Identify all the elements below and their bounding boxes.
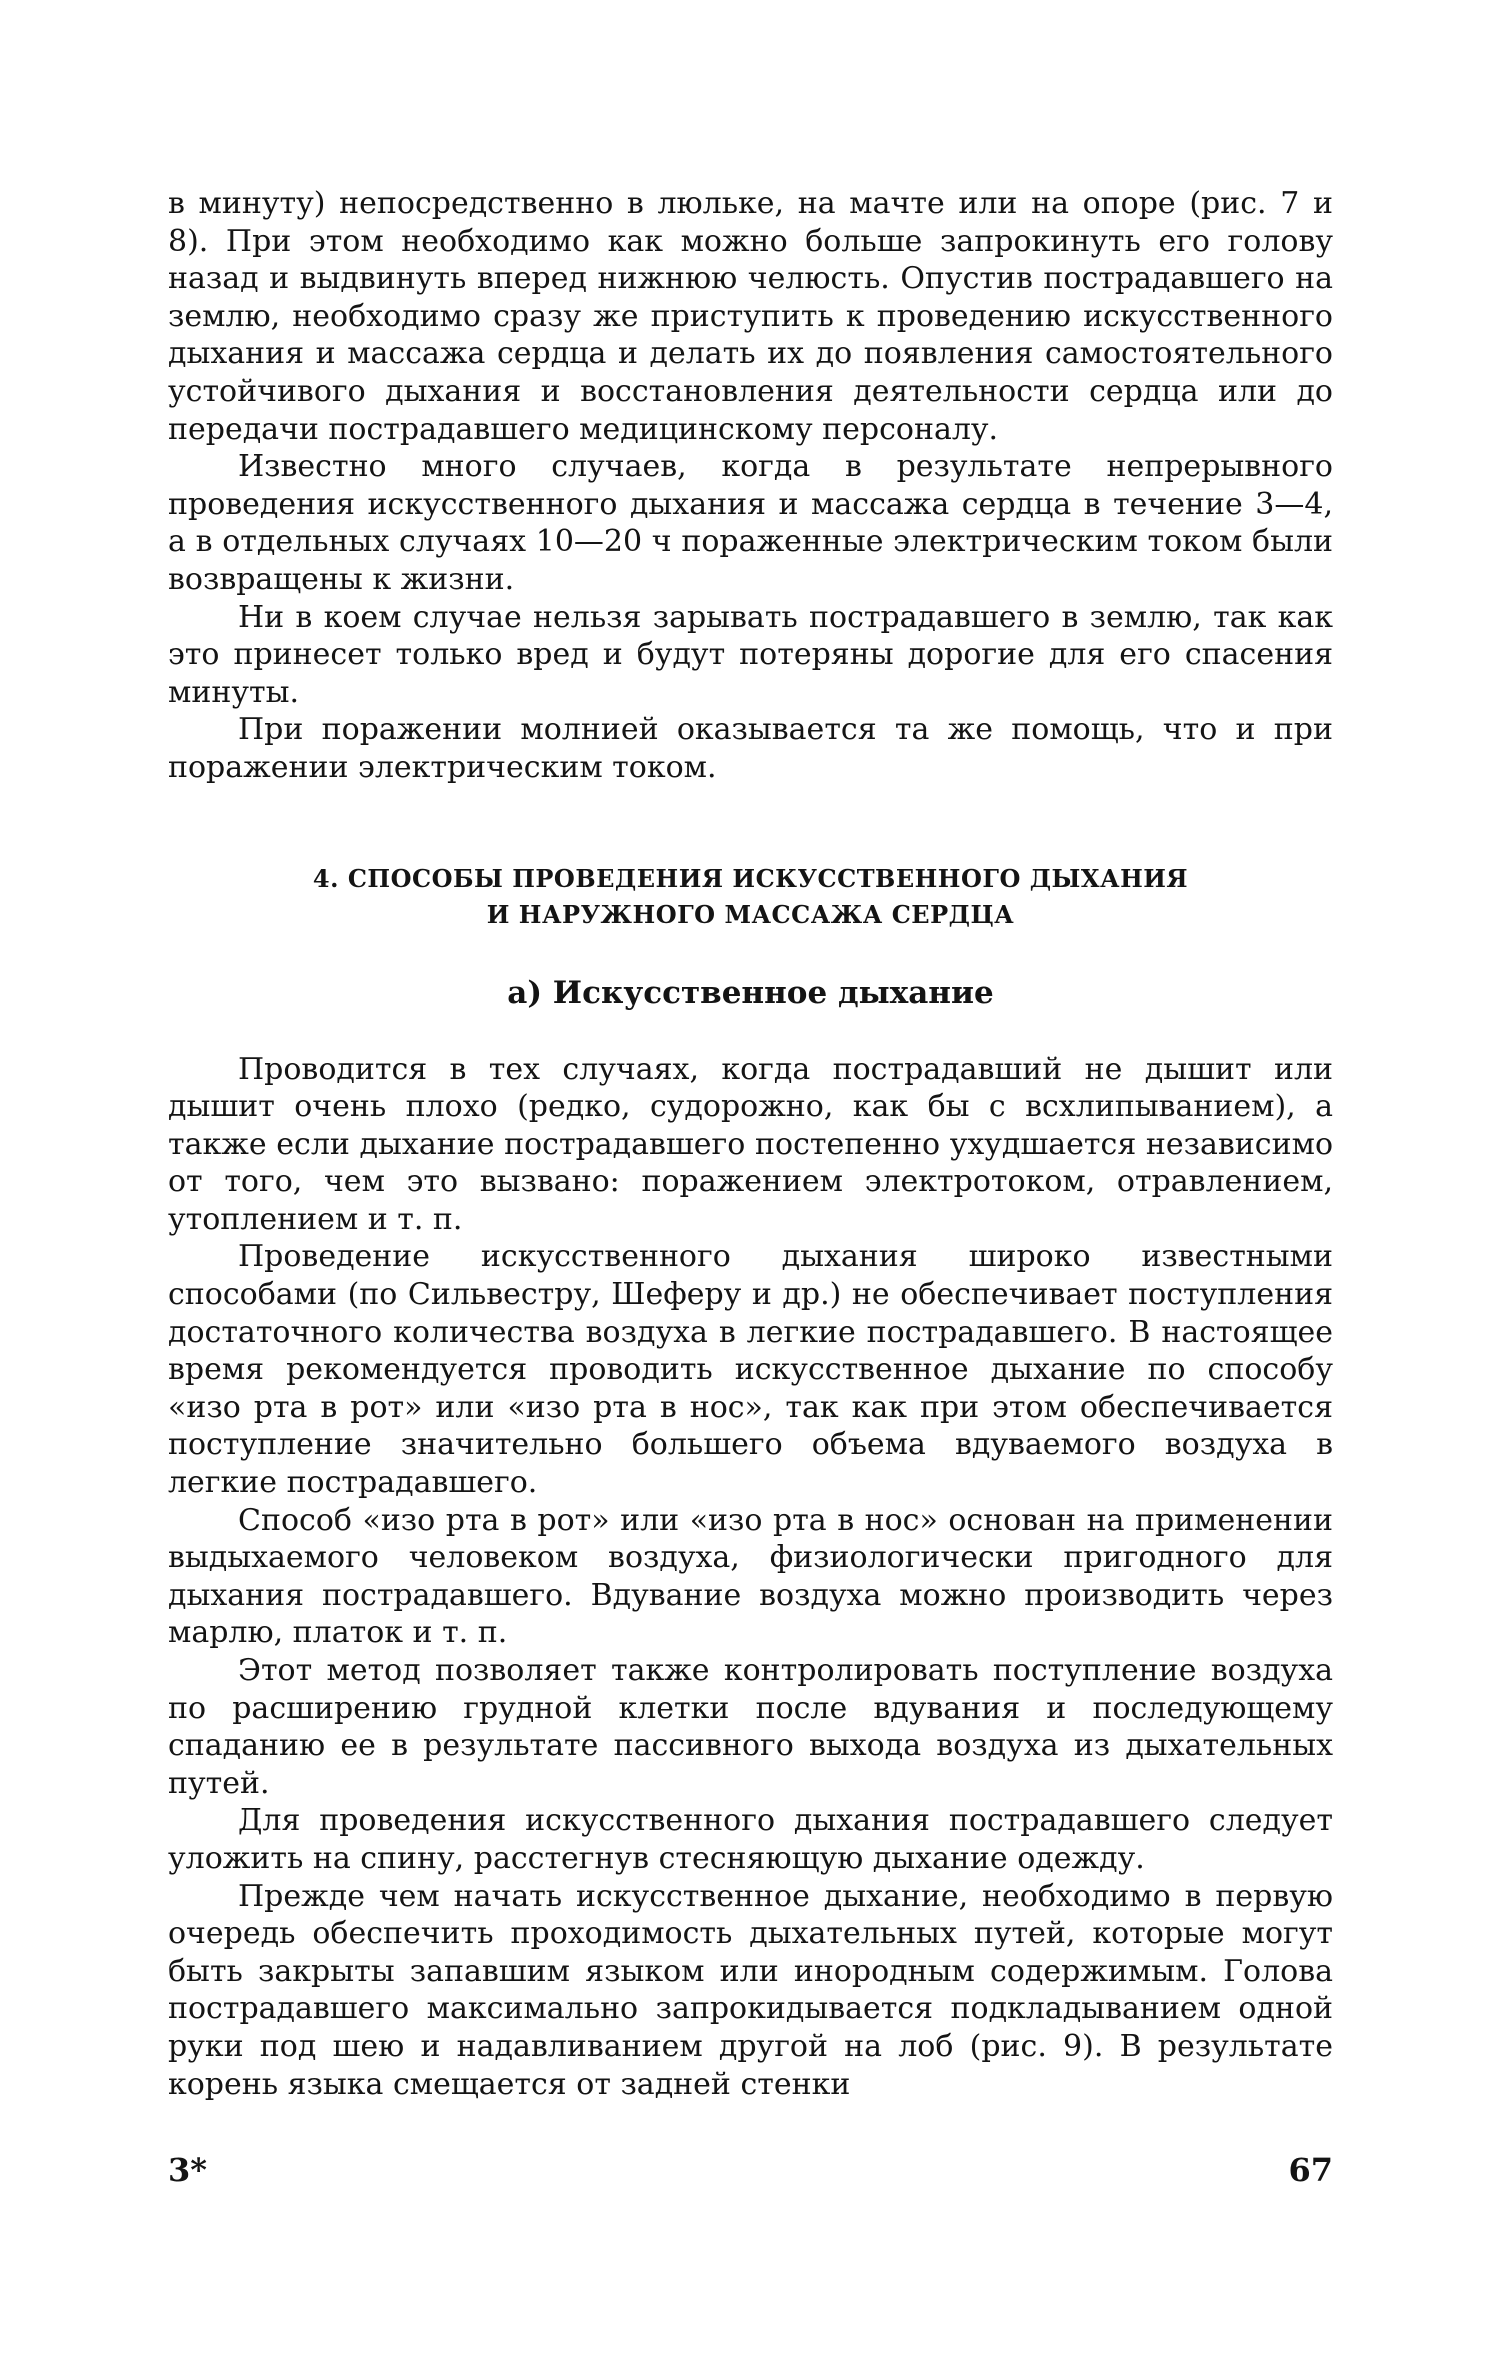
paragraph: При поражении молнией оказывается та же помощь, что и при поражении электрическим током. bbox=[168, 712, 1333, 785]
paragraph: Проводится в тех случаях, когда пострадавший не дышит или дышит очень плохо (редко, судорожно, как бы с всхлипыванием), а также если дыхание пострадавшего постепенно ухудшается независимо от того, чем это вызвано: поражением электротоком, отравлением, утоплением и т. п. bbox=[168, 1051, 1333, 1237]
paragraph: Для проведения искусственного дыхания пострадавшего следует уложить на спину, расстегнув стесняющую дыхание одежду. bbox=[168, 1803, 1333, 1876]
page-number: 67 bbox=[1288, 2151, 1333, 2189]
section-heading-line-1: 4. СПОСОБЫ ПРОВЕДЕНИЯ ИСКУССТВЕННОГО ДЫХАНИЯ bbox=[312, 863, 1189, 893]
paragraph: Этот метод позволяет также контролировать поступление воздуха по расширению грудной клетки после вдувания и последующему спаданию ее в результате пассивного выхода воздуха из дыхательных путей. bbox=[168, 1653, 1333, 1801]
signature-mark: 3* bbox=[168, 2151, 207, 2189]
section-heading bbox=[168, 861, 1333, 933]
section-heading-line-2: И НАРУЖНОГО МАССАЖА СЕРДЦА bbox=[486, 899, 1015, 929]
page-footer bbox=[168, 2148, 1333, 2192]
paragraph: Прежде чем начать искусственное дыхание, необходимо в первую очередь обеспечить проходимость дыхательных путей, которые могут быть закрыты запавшим языком или инородным содержимым. Голова пострадавшего максимально запрокидывается подкладыванием одной руки под шею и надавливанием другой на лоб (рис. 9). В результате корень языка смещается от задней стенки bbox=[168, 1878, 1333, 2102]
paragraph: Известно много случаев, когда в результате непрерывного проведения искусственного дыхания и массажа сердца в течение 3—4, а в отдельных случаях 10—20 ч пораженные электрическим током были возвращены к жизни. bbox=[168, 449, 1333, 597]
subsection-heading: а) Искусственное дыхание bbox=[507, 974, 994, 1011]
paragraph: Ни в коем случае нельзя зарывать пострадавшего в землю, так как это принесет только вред и будут потеряны дорогие для его спасения минуты. bbox=[168, 599, 1333, 710]
page-body bbox=[168, 185, 1333, 2235]
paragraph: Проведение искусственного дыхания широко известными способами (по Сильвестру, Шеферу и др.) не обеспечивает поступления достаточного количества воздуха в легкие пострадавшего. В настоящее время рекомендуется проводить искусственное дыхание по способу «изо рта в рот» или «изо рта в нос», так как при этом обеспечивается поступление значительно большего объема вдуваемого воздуха в легкие пострадавшего. bbox=[168, 1239, 1333, 1501]
paragraph-continued: в минуту) непосредственно в люльке, на мачте или на опоре (рис. 7 и 8). При этом необходимо как можно больше запрокинуть его голову назад и выдвинуть вперед нижнюю челюсть. Опустив пострадавшего на землю, необходимо сразу же приступить к проведению искусственного дыхания и массажа сердца и делать их до появления самостоятельного устойчивого дыхания и восстановления деятельности сердца или до передачи пострадавшего медицинскому персоналу. bbox=[168, 186, 1333, 447]
paragraph: Способ «изо рта в рот» или «изо рта в нос» основан на применении выдыхаемого человеком воздуха, физиологически пригодного для дыхания пострадавшего. Вдувание воздуха можно производить через марлю, платок и т. п. bbox=[168, 1502, 1333, 1651]
